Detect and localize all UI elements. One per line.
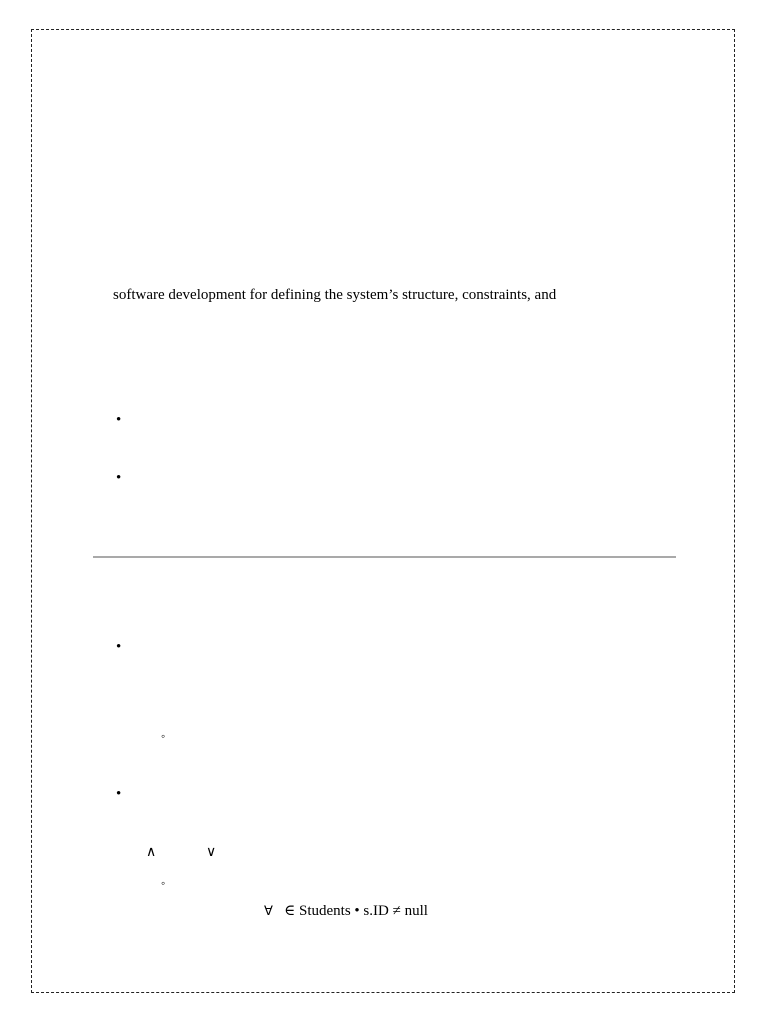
body-text-line: software development for defining the system’s structure, constraints, and [113, 287, 557, 303]
formula-expression: ∈ Students • s.ID ≠ null [284, 903, 428, 919]
forall-symbol: ∀ [264, 904, 273, 919]
sub-bullet-marker: ◦ [161, 729, 166, 743]
formula-line [264, 902, 428, 921]
logical-or-symbol: ∨ [206, 844, 217, 860]
document-page [31, 29, 735, 993]
bullet-marker: • [116, 412, 122, 428]
sub-bullet-marker: ◦ [161, 876, 166, 890]
bullet-marker: • [116, 470, 122, 486]
bullet-marker: • [116, 639, 122, 655]
bullet-marker: • [116, 786, 122, 802]
section-divider [93, 556, 676, 558]
logical-and-symbol: ∧ [146, 844, 157, 860]
